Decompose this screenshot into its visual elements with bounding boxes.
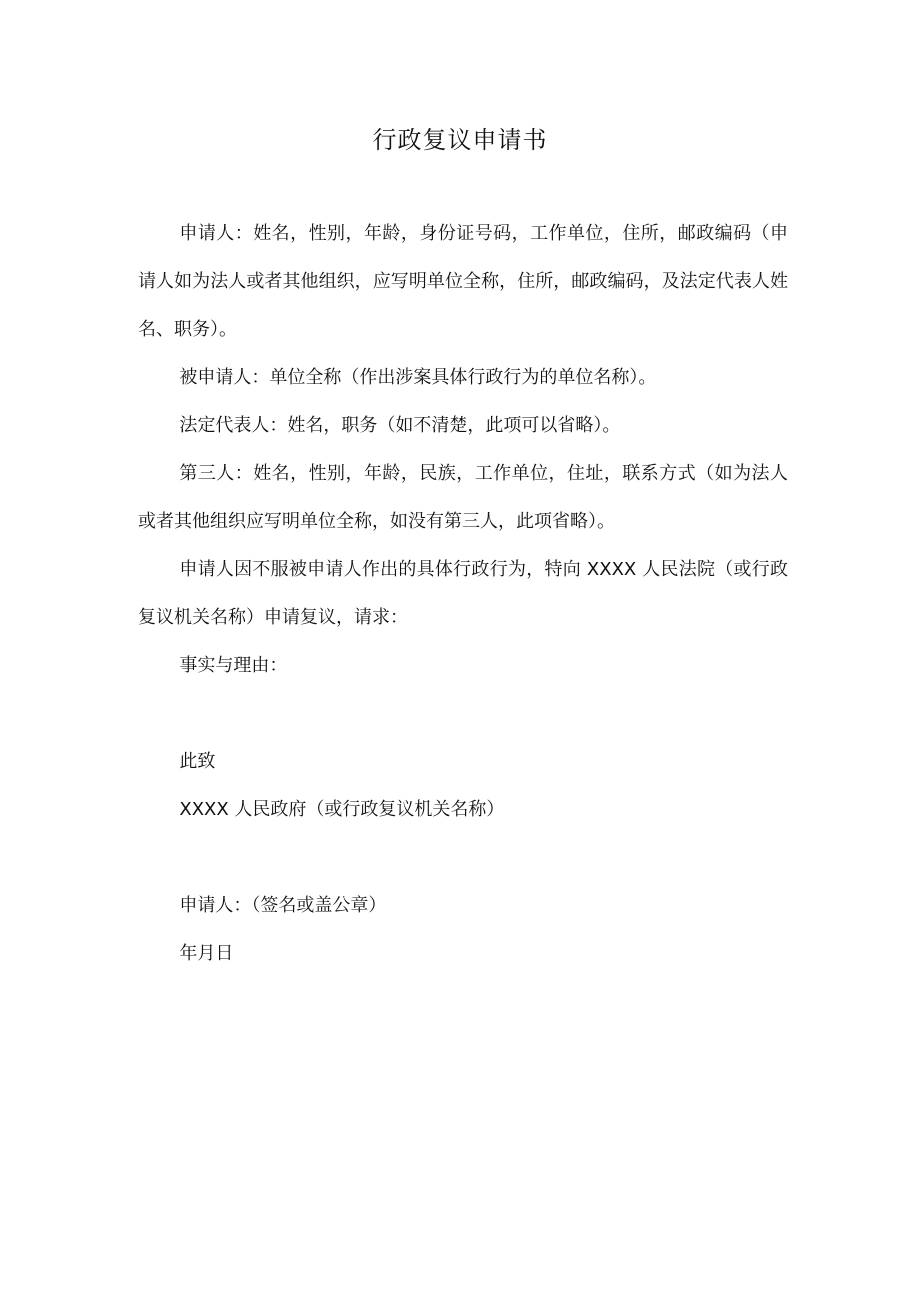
document-body (138, 210, 788, 978)
spacer (138, 834, 788, 882)
date-line: 年月日 (179, 943, 234, 964)
paragraph-legal-representative: 法定代表人：姓名，职务（如不清楚，此项可以省略）。 (179, 415, 621, 436)
paragraph-third-party: 第三人：姓名，性别，年龄，民族，工作单位，住址，联系方式（如为法人或者其他组织应写明单位全称，如没有第三人，此项省略）。 (138, 463, 788, 532)
spacer (138, 690, 788, 738)
paragraph-respondent: 被申请人：单位全称（作出涉案具体行政行为的单位名称）。 (179, 367, 657, 388)
document-title: 行政复议申请书 (372, 126, 548, 154)
paragraph-facts: 事实与理由： (179, 655, 288, 676)
recipient: XXXX 人民政府（或行政复议机关名称） (179, 799, 505, 820)
signature-line: 申请人：（签名或盖公章） (179, 895, 387, 916)
paragraph-applicant: 申请人：姓名，性别，年龄，身份证号码，工作单位，住所，邮政编码（申请人如为法人或者其他组织，应写明单位全称，住所，邮政编码，及法定代表人姓名、职务）。 (138, 223, 788, 340)
salutation: 此致 (179, 751, 216, 772)
paragraph-request: 申请人因不服被申请人作出的具体行政行为，特向 XXXX 人民法院（或行政复议机关名称）申请复议，请求： (138, 559, 788, 628)
